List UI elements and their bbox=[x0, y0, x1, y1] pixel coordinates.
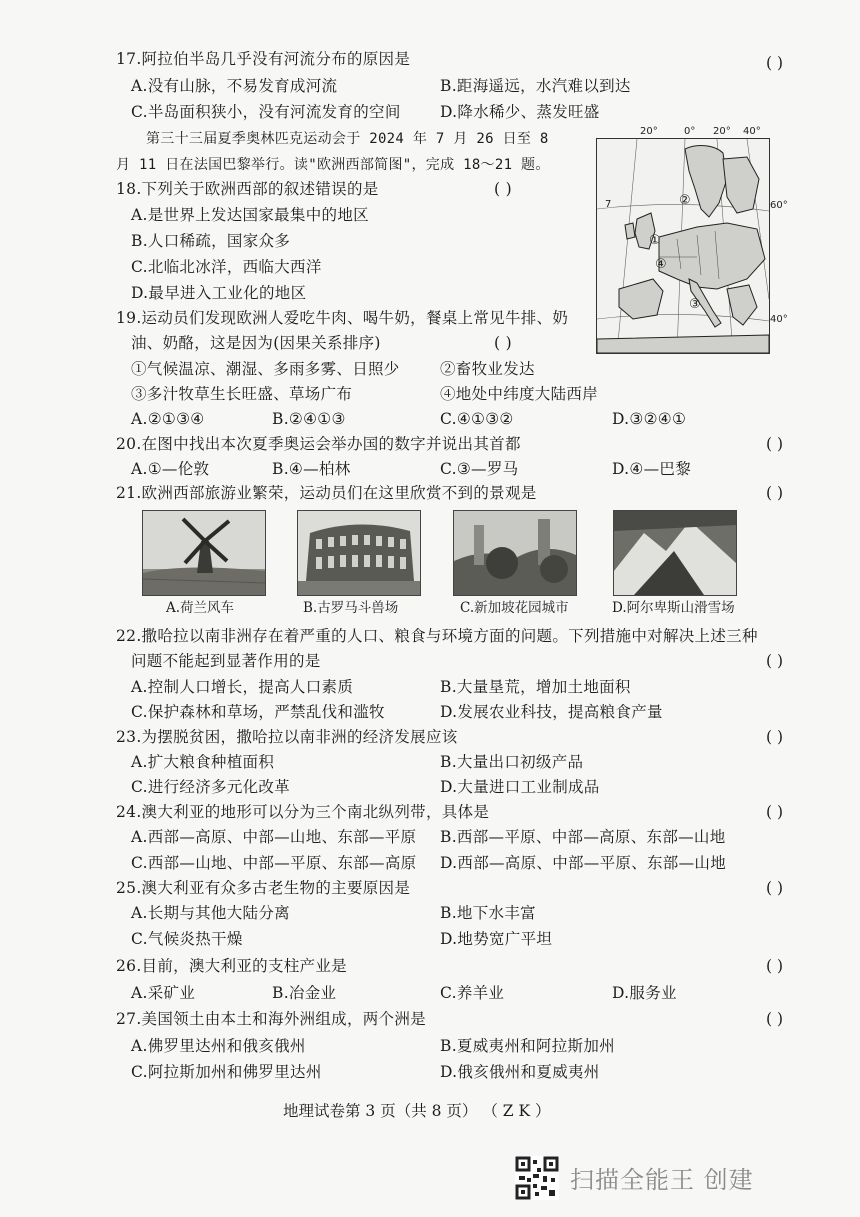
q17-option-d: D.降水稀少、蒸发旺盛 bbox=[440, 103, 600, 121]
q24-option-c: C.西部—山地、中部—平原、东部—高原 bbox=[131, 854, 417, 872]
q22-stem-line1: 22.撒哈拉以南非洲存在着严重的人口、粮食与环境方面的问题。下列措施中对解决上述三种 bbox=[116, 627, 758, 645]
q21-answer-paren: ( ) bbox=[765, 484, 783, 502]
q22-option-a: A.控制人口增长，提高人口素质 bbox=[131, 678, 354, 696]
q26-option-d: D.服务业 bbox=[612, 984, 677, 1002]
q20-option-a: A.①—伦敦 bbox=[131, 460, 210, 478]
caption-colosseum: B.古罗马斗兽场 bbox=[303, 600, 399, 616]
q18-option-a: A.是世界上发达国家最集中的地区 bbox=[131, 206, 369, 224]
q25-option-b: B.地下水丰富 bbox=[440, 904, 536, 922]
q27-option-b: B.夏威夷州和阿拉斯加州 bbox=[440, 1037, 615, 1055]
q20-option-b: B.④—柏林 bbox=[272, 460, 351, 478]
q18-option-b: B.人口稀疏，国家众多 bbox=[131, 232, 291, 250]
map-label-7: 7 bbox=[605, 199, 612, 210]
map-lon-label: 20° bbox=[713, 126, 731, 137]
q25-option-c: C.气候炎热干燥 bbox=[131, 930, 243, 948]
q19-stem-line2: 油、奶酪，这是因为(因果关系排序) bbox=[131, 334, 381, 352]
q25-option-a: A.长期与其他大陆分离 bbox=[131, 904, 290, 922]
q19-option-d: D.③②④① bbox=[612, 410, 687, 428]
north-africa-shape bbox=[597, 335, 769, 353]
map-mark-4: ④ bbox=[655, 257, 667, 272]
q24-option-b: B.西部—平原、中部—高原、东部—山地 bbox=[440, 828, 726, 846]
q27-answer-paren: ( ) bbox=[765, 1010, 783, 1028]
q20-stem: 20.在图中找出本次夏季奥运会举办国的数字并说出其首都 bbox=[116, 435, 521, 453]
map-lon-label: 0° bbox=[684, 126, 696, 137]
ireland-shape bbox=[625, 223, 635, 239]
windmill-photo bbox=[142, 510, 266, 596]
q23-option-d: D.大量进口工业制成品 bbox=[440, 778, 600, 796]
singapore-garden-photo bbox=[453, 510, 577, 596]
q17-stem: 17.阿拉伯半岛几乎没有河流分布的原因是 bbox=[116, 50, 411, 68]
caption-alps: D.阿尔卑斯山滑雪场 bbox=[612, 600, 735, 616]
qr-code-icon bbox=[515, 1156, 559, 1200]
q20-answer-paren: ( ) bbox=[765, 435, 783, 453]
q25-stem: 25.澳大利亚有众多古老生物的主要原因是 bbox=[116, 879, 411, 897]
q23-stem: 23.为摆脱贫困，撒哈拉以南非洲的经济发展应该 bbox=[116, 728, 458, 746]
q20-option-d: D.④—巴黎 bbox=[612, 460, 691, 478]
map-lon-label: 20° bbox=[640, 126, 658, 137]
map-lon-label: 40° bbox=[743, 126, 761, 137]
caption-singapore: C.新加坡花园城市 bbox=[460, 600, 569, 616]
q18-option-d: D.最早进入工业化的地区 bbox=[131, 284, 307, 302]
q18-option-c: C.北临北冰洋，西临大西洋 bbox=[131, 258, 322, 276]
map-mark-1: ① bbox=[649, 233, 661, 248]
q19-statement-2: ②畜牧业发达 bbox=[440, 360, 535, 378]
map-meridian bbox=[617, 139, 637, 353]
q26-stem: 26.目前，澳大利亚的支柱产业是 bbox=[116, 957, 347, 975]
q23-answer-paren: ( ) bbox=[765, 728, 783, 746]
q27-option-a: A.佛罗里达州和俄亥俄州 bbox=[131, 1037, 306, 1055]
q26-option-b: B.冶金业 bbox=[272, 984, 337, 1002]
q22-stem-line2: 问题不能起到显著作用的是 bbox=[131, 652, 321, 670]
q24-option-a: A.西部—高原、中部—山地、东部—平原 bbox=[131, 828, 417, 846]
q22-option-b: B.大量垦荒，增加土地面积 bbox=[440, 678, 631, 696]
q19-stem-line1: 19.运动员们发现欧洲人爱吃牛肉、喝牛奶，餐桌上常见牛排、奶 bbox=[116, 309, 569, 327]
q19-answer-paren: ( ) bbox=[494, 334, 512, 352]
caption-windmill: A.荷兰风车 bbox=[166, 600, 235, 616]
map-lat-label: 40° bbox=[770, 314, 788, 325]
q19-statement-1: ①气候温凉、潮湿、多雨多雾、日照少 bbox=[131, 360, 400, 378]
q24-answer-paren: ( ) bbox=[765, 803, 783, 821]
finland-shape bbox=[723, 157, 759, 213]
q18-answer-paren: ( ) bbox=[494, 180, 512, 198]
q22-answer-paren: ( ) bbox=[765, 652, 783, 670]
q22-option-c: C.保护森林和草场，严禁乱伐和滥牧 bbox=[131, 703, 385, 721]
q25-answer-paren: ( ) bbox=[765, 879, 783, 897]
central-europe-shape bbox=[659, 223, 765, 289]
q19-option-b: B.②④①③ bbox=[272, 410, 346, 428]
q27-option-c: C.阿拉斯加州和佛罗里达州 bbox=[131, 1063, 322, 1081]
passage-intro-line1: 第三十三届夏季奥林匹克运动会于 2024 年 7 月 26 日至 8 bbox=[146, 131, 549, 147]
q23-option-a: A.扩大粮食种植面积 bbox=[131, 753, 275, 771]
q17-answer-paren: ( ) bbox=[765, 54, 783, 72]
passage-intro-line2: 月 11 日在法国巴黎举行。读"欧洲西部简图"，完成 18～21 题。 bbox=[116, 157, 550, 173]
q24-stem: 24.澳大利亚的地形可以分为三个南北纵列带，具体是 bbox=[116, 803, 490, 821]
q19-statement-4: ④地处中纬度大陆西岸 bbox=[440, 385, 599, 403]
page-footer: 地理试卷第 3 页（共 8 页） （ Z K ） bbox=[283, 1102, 551, 1120]
q23-option-b: B.大量出口初级产品 bbox=[440, 753, 584, 771]
q26-option-c: C.养羊业 bbox=[440, 984, 505, 1002]
q19-statement-3: ③多汁牧草生长旺盛、草场广布 bbox=[131, 385, 353, 403]
q20-option-c: C.③—罗马 bbox=[440, 460, 519, 478]
q18-stem: 18.下列关于欧洲西部的叙述错误的是 bbox=[116, 180, 379, 198]
q25-option-d: D.地势宽广平坦 bbox=[440, 930, 553, 948]
q22-option-d: D.发展农业科技，提高粮食产量 bbox=[440, 703, 663, 721]
q27-option-d: D.俄亥俄州和夏威夷州 bbox=[440, 1063, 600, 1081]
alps-ski-photo bbox=[613, 510, 737, 596]
western-europe-map bbox=[596, 138, 770, 354]
q26-option-a: A.采矿业 bbox=[131, 984, 196, 1002]
q19-option-a: A.②①③④ bbox=[131, 410, 205, 428]
europe-map-graphic bbox=[597, 139, 769, 353]
q24-option-d: D.西部—高原、中部—平原、东部—山地 bbox=[440, 854, 727, 872]
map-mark-2: ② bbox=[679, 193, 691, 208]
q27-stem: 27.美国领土由本土和海外洲组成，两个洲是 bbox=[116, 1010, 426, 1028]
q17-option-b: B.距海遥远，水汽难以到达 bbox=[440, 77, 631, 95]
colosseum-photo bbox=[297, 510, 421, 596]
map-lat-label: 60° bbox=[770, 200, 788, 211]
q23-option-c: C.进行经济多元化改革 bbox=[131, 778, 291, 796]
q19-option-c: C.④①③② bbox=[440, 410, 514, 428]
iberia-shape bbox=[619, 279, 663, 319]
map-mark-3: ③ bbox=[689, 297, 701, 312]
q21-stem: 21.欧洲西部旅游业繁荣，运动员们在这里欣赏不到的景观是 bbox=[116, 484, 537, 502]
q26-answer-paren: ( ) bbox=[765, 957, 783, 975]
scanner-watermark: 扫描全能王 创建 bbox=[570, 1166, 754, 1194]
q17-option-c: C.半岛面积狭小，没有河流发育的空间 bbox=[131, 103, 401, 121]
q17-option-a: A.没有山脉，不易发育成河流 bbox=[131, 77, 338, 95]
